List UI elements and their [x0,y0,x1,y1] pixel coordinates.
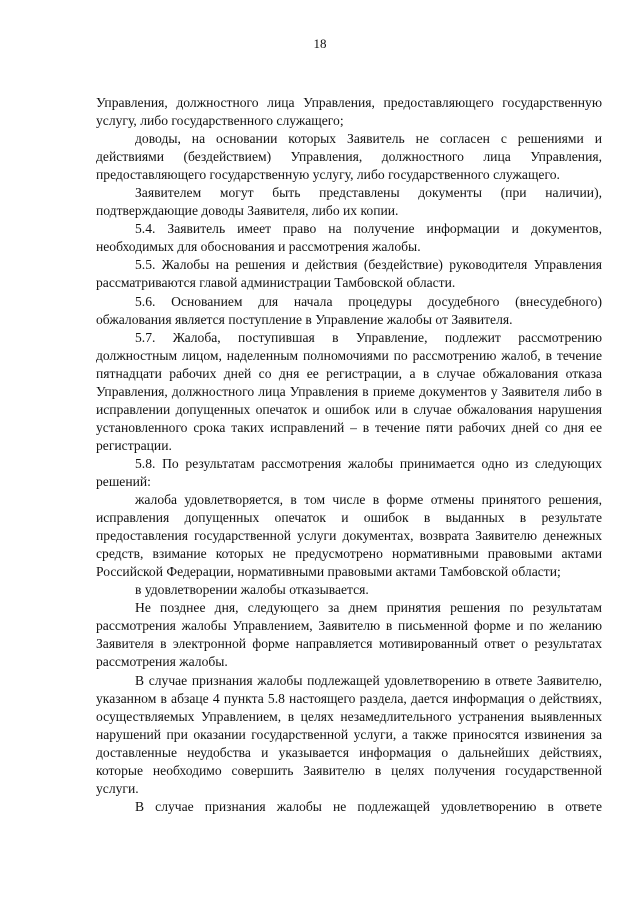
paragraph: Не позднее дня, следующего за днем принятия решения по результатам рассмотрения жалобы Управлением, Заявителю в письменной форме и по желанию Заявителя в электронной форме направляется мотивированный ответ о результатах рассмотрения жалобы. [96,600,602,670]
paragraph: 5.8. По результатам рассмотрения жалобы принимается одно из следующих решений: [96,455,602,489]
document-body [96,94,602,816]
paragraph: жалоба удовлетворяется, в том числе в форме отмены принятого решения, исправления допущенных опечаток и ошибок в выданных в результате предоставления государственной услуги документах, возврата Заявителю денежных средств, взимание которых не предусмотрено нормативными правовыми актами Российской Федерации, нормативными правовыми актами Тамбовской области; [96,492,602,580]
paragraph: 5.5. Жалобы на решения и действия (бездействие) руководителя Управления рассматриваются главой администрации Тамбовской области. [96,257,602,291]
paragraph: В случае признания жалобы не подлежащей удовлетворению в ответе [135,798,602,814]
paragraph: Управления, должностного лица Управления, предоставляющего государственную услугу, либо государственного служащего; [96,95,602,129]
page-number: 18 [313,36,327,51]
paragraph: доводы, на основании которых Заявитель не согласен с решениями и действиями (бездействием) Управления, должностного лица Управления, предоставляющего государственную услугу, либо государственного служащего. [96,131,602,183]
paragraph: 5.4. Заявитель имеет право на получение информации и документов, необходимых для обоснования и рассмотрения жалобы. [96,221,602,255]
paragraph: 5.7. Жалоба, поступившая в Управление, подлежит рассмотрению должностным лицом, наделенным полномочиями по рассмотрению жалоб, в течение пятнадцати рабочих дней со дня ее регистрации, а в случае обжалования отказа Управления, должностного лица Управления в приеме документов у Заявителя либо в исправлении допущенных опечаток и ошибок или в случае обжалования нарушения установленного срока таких исправлений – в течение пяти рабочих дней со дня ее регистрации. [96,329,602,453]
paragraph: Заявителем могут быть представлены документы (при наличии), подтверждающие доводы Заявителя, либо их копии. [96,185,602,219]
paragraph: 5.6. Основанием для начала процедуры досудебного (внесудебного) обжалования является поступление в Управление жалобы от Заявителя. [96,293,602,327]
paragraph: В случае признания жалобы подлежащей удовлетворению в ответе Заявителю, указанном в абзаце 4 пункта 5.8 настоящего раздела, дается информация о действиях, осуществляемых Управлением, в целях незамедлительного устранения выявленных нарушений при оказании государственной услуги, а также приносятся извинения за доставленные неудобства и указывается информация о дальнейших действиях, которые необходимо совершить Заявителю в целях получения государственной услуги. [96,672,602,796]
paragraph: в удовлетворении жалобы отказывается. [135,582,369,598]
